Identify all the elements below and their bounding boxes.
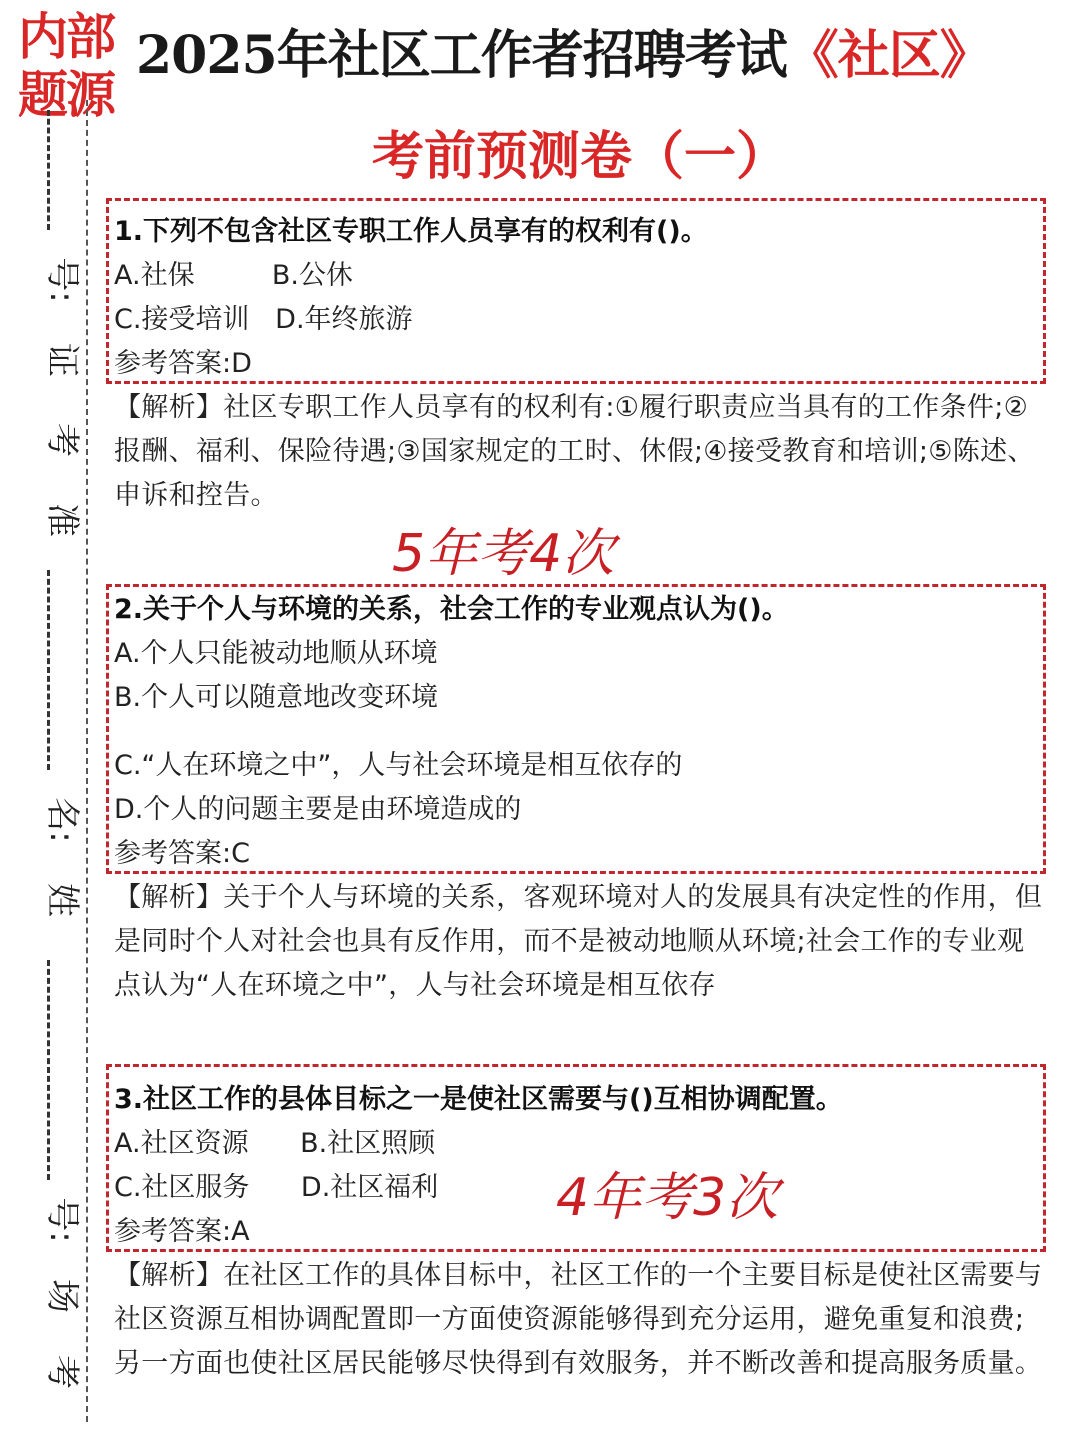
question-3-options-row-1: A.社区资源 B.社区照顾: [114, 1128, 436, 1159]
question-2-option-c: C.“人在环境之中”，人与社会环境是相互依存的: [114, 750, 683, 781]
exam-id-char: 考: [42, 423, 82, 457]
frequency-note-2: 4年考3次: [556, 1168, 779, 1228]
margin-dash: [47, 110, 50, 230]
internal-source-stamp: [18, 8, 136, 124]
name-char: 姓: [42, 883, 82, 917]
room-label: [18, 1190, 82, 1402]
name-label: [18, 790, 82, 930]
room-char: 场: [42, 1279, 82, 1313]
question-3-answer: 参考答案:A: [114, 1216, 250, 1247]
name-char: 名:: [42, 797, 82, 843]
question-3-options-row-2: C.社区服务 D.社区福利: [114, 1172, 439, 1203]
exam-id-label: [18, 250, 82, 550]
question-2-stem: 2.关于个人与环境的关系，社会工作的专业观点认为()。: [114, 594, 789, 625]
binding-line: [86, 100, 88, 1422]
question-3-stem: 3.社区工作的县体目标之一是使社区需要与()互相协调配置。: [114, 1084, 843, 1115]
question-2-answer: 参考答案:C: [114, 838, 250, 869]
question-2-option-b: B.个人可以随意地改变环境: [114, 682, 439, 713]
question-2-option-d: D.个人的问题主要是由环境造成的: [114, 794, 522, 825]
question-3-analysis: 【解析】在社区工作的具体目标中，社区工作的一个主要目标是使社区需要与社区资源互相协调配置即一方面使资源能够得到充分运用，避免重复和浪费;另一方面也使社区居民能够尽快得到有效服务，并不断改善和提高服务质量。: [114, 1260, 1043, 1379]
exam-id-char: 准: [42, 503, 82, 537]
question-2-analysis: 【解析】关于个人与环境的关系，客观环境对人的发展具有决定性的作用，但是同时个人对社会也具有反作用，而不是被动地顺从环境;社会工作的专业观点认为“人在环境之中”，人与社会环境是相互依存: [114, 882, 1043, 1001]
room-char: 考: [42, 1355, 82, 1389]
title-main: 2025年社区工作者招聘考试: [136, 25, 787, 86]
question-2-option-a: A.个人只能被动地顺从环境: [114, 638, 438, 669]
question-1-options-row-2: C.接受培训 D.年终旅游: [114, 304, 413, 335]
room-char: 号:: [42, 1197, 82, 1243]
title-red: 《社区》: [786, 25, 991, 86]
stamp-line-1: 内部: [18, 7, 114, 66]
question-1-options-row-1: A.社保 B.公休: [114, 260, 353, 291]
frequency-note-1: 5年考4次: [392, 524, 615, 584]
page-title: [136, 22, 1066, 90]
margin-dash: [47, 960, 50, 1180]
question-1-stem: 1.下列不包含社区专职工作人员享有的权利有()。: [114, 216, 708, 247]
exam-id-char: 证: [42, 343, 82, 377]
page-subtitle: 考前预测卷（一）: [371, 126, 788, 187]
exam-id-char: 号:: [42, 257, 82, 303]
question-1-answer: 参考答案:D: [114, 348, 252, 379]
question-1-analysis: 【解析】社区专职工作人员享有的权利有:①履行职责应当具有的工作条件;②报酬、福利、保险待遇;③国家规定的工时、休假;④接受教育和培训;⑤陈述、申诉和控告。: [114, 392, 1035, 511]
stamp-line-2: 题源: [18, 65, 114, 124]
margin-dash: [47, 570, 50, 770]
